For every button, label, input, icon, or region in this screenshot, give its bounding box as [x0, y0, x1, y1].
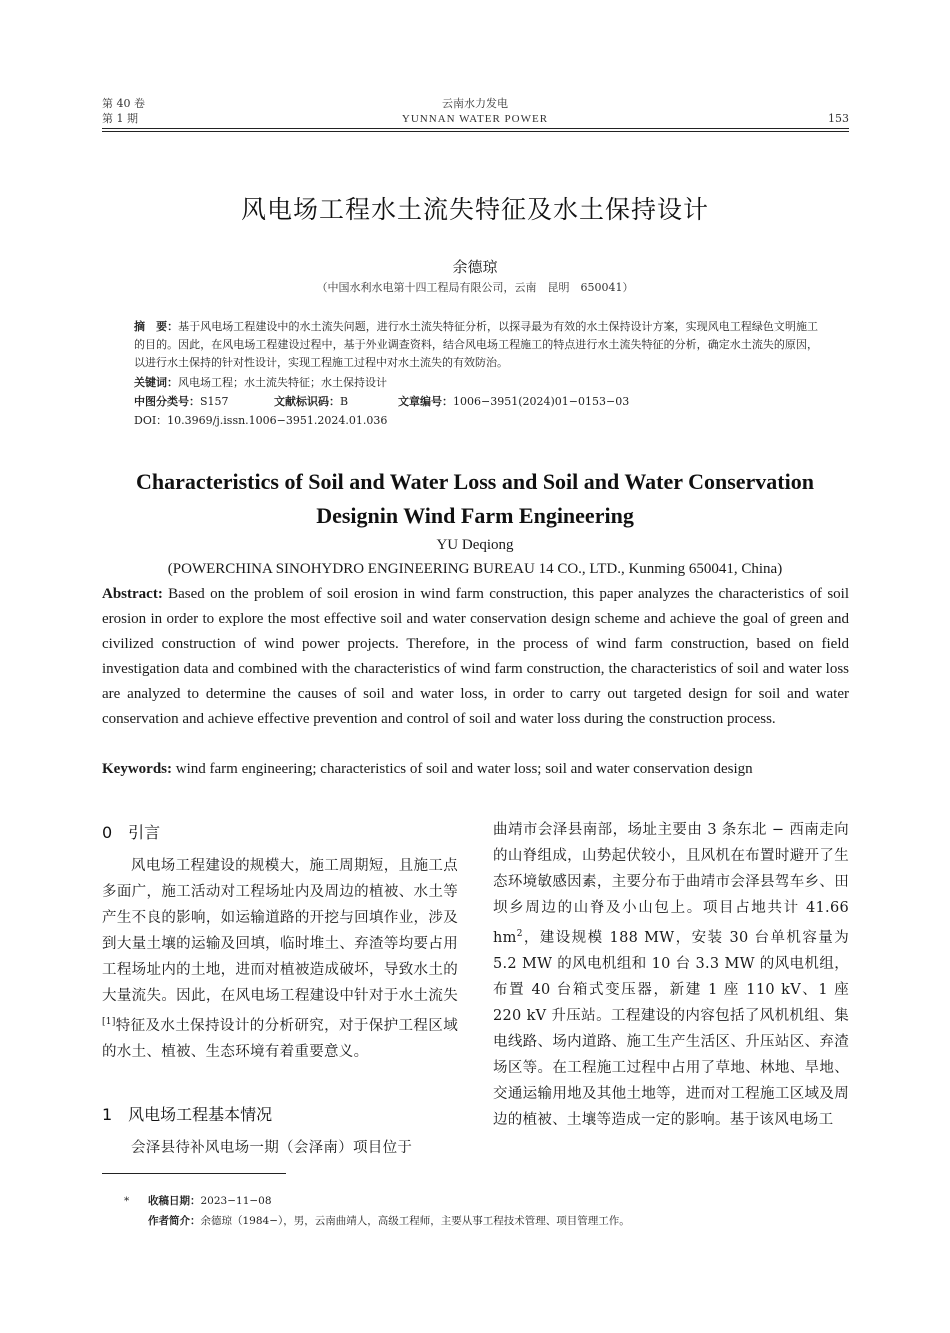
abstract-cn-label: 摘 要：	[134, 320, 179, 333]
journal-name-en: YUNNAN WATER POWER	[401, 113, 549, 125]
section-0-paragraph: 风电场工程建设的规模大，施工周期短，且施工点多面广，施工活动对工程场址内及周边的植被、水土等产生不良的影响，如运输道路的开挖与回填作业，涉及到大量土壤的运输及回填，临时堆土、弃渣等均要占用工程场址内的土地，进而对植被造成破坏，导致水土的大量流失。因此，在风电场工程建设中针对于水土流失[1]特征及水土保持设计的分析研究，对于保护工程区域的水土、植被、生态环境有着重要意义。	[102, 858, 458, 1060]
citation-1: [1]	[102, 1017, 116, 1027]
section-1-heading: 1 风电场工程基本情况	[102, 1105, 273, 1124]
clc-number: 中图分类号：S157	[134, 395, 229, 408]
abstract-en	[102, 582, 849, 732]
document-code: 文献标识码：B	[274, 395, 349, 408]
section-0-heading: 0 引言	[102, 823, 161, 842]
affiliation-cn: （中国水利水电第十四工程局有限公司，云南 昆明 650041）	[316, 281, 634, 294]
abstract-en-text: Based on the problem of soil erosion in wind farm construction, this paper analyzes the characteristics of soil erosion in order to explore the most effective soil and water conservation design scheme and achieve the goal of green and civilized construction of wind power projects. Therefore, in the process of wind farm construction, based on field investigation data and combined with the characteristics of wind farm construction, the characteristics of soil and water loss are analyzed to determine the causes of soil and water loss, in order to carry out targeted design for soil and water conservation and achieve effective prevention and control of soil and water loss during the construction process.	[102, 586, 850, 727]
author-name-cn: 余德琼	[452, 258, 498, 276]
volume-label: 第 40 卷	[102, 97, 145, 110]
issue-label: 第 1 期	[102, 112, 138, 125]
doi: DOI：10.3969/j.issn.1006−3951.2024.01.036	[134, 414, 388, 427]
author-name-en: YU Deqiong	[436, 537, 514, 553]
header-rule-top	[102, 128, 849, 129]
paper-title-en: Characteristics of Soil and Water Loss and Soil and Water Conservation Designin Wind Farm Engineering	[136, 469, 814, 528]
footnote-star: *	[124, 1195, 130, 1207]
page-number: 153	[828, 112, 849, 125]
keywords-en-text: wind farm engineering; characteristics of soil and water loss; soil and water conservation design	[175, 761, 753, 777]
abstract-cn	[134, 318, 818, 372]
received-date: 收稿日期：2023−11−08	[148, 1195, 272, 1207]
section-1-paragraph-continued: 曲靖市会泽县南部，场址主要由 3 条东北 − 西南走向的山脊组成，山势起伏较小，且风机在布置时避开了生态环境敏感因素，主要分布于曲靖市会泽县驾车乡、田坝乡周边的山脊及小山包上。项目占地共计 41.66 $hm^2$，建设规模 188 MW，安装 30 台单机容量为 5.2 MW 的风电机组和 10 台 3.3 MW 的风电机组，布置 40 台箱式变压器，新建 1 座 110 kV、1 座 220 kV 升压站。工程建设的内容包括了风机机组、集电线路、场内道路、施工生产生活区、升压站区、弃渣场区等。在工程施工过程中占用了草地、林地、旱地、交通运输用地及其他土地等，进而对工程施工区域及周边的植被、土壤等造成一定的影响。基于该风电场工	[493, 822, 849, 1128]
keywords-en	[102, 758, 849, 780]
article-number: 文章编号：1006−3951(2024)01−0153−03	[398, 395, 630, 408]
keywords-cn	[134, 374, 387, 392]
abstract-cn-text: 基于风电场工程建设中的水土流失问题，进行水土流失特征分析，以探寻最为有效的水土保持设计方案，实现风电工程绿色文明施工的目的。因此，在风电场工程建设过程中，基于外业调查资料，结合风电场工程施工的特点进行水土流失特征的分析，确定水土流失的原因，以进行水土保持的针对性设计，实现工程施工过程中对水土流失的有效防治。	[134, 320, 819, 369]
paper-title-cn: 风电场工程水土流失特征及水土保持设计	[240, 195, 709, 224]
section-1-paragraph-start: 会泽县待补风电场一期（会泽南）项目位于	[131, 1140, 413, 1156]
keywords-en-label: Keywords:	[102, 761, 172, 777]
keywords-cn-text: 风电场工程；水土流失特征；水土保持设计	[178, 376, 387, 389]
author-bio: 作者简介：余德琼（1984−），男，云南曲靖人，高级工程师，主要从事工程技术管理、项目管理工作。	[148, 1215, 630, 1227]
journal-name-cn: 云南水力发电	[442, 97, 508, 110]
header-rule-bottom	[102, 131, 849, 132]
affiliation-en: (POWERCHINA SINOHYDRO ENGINEERING BUREAU 14 CO., LTD., Kunming 650041, China)	[167, 561, 783, 577]
footnote-rule	[102, 1173, 286, 1174]
abstract-en-label: Abstract:	[102, 586, 163, 602]
keywords-cn-label: 关键词：	[134, 376, 178, 389]
